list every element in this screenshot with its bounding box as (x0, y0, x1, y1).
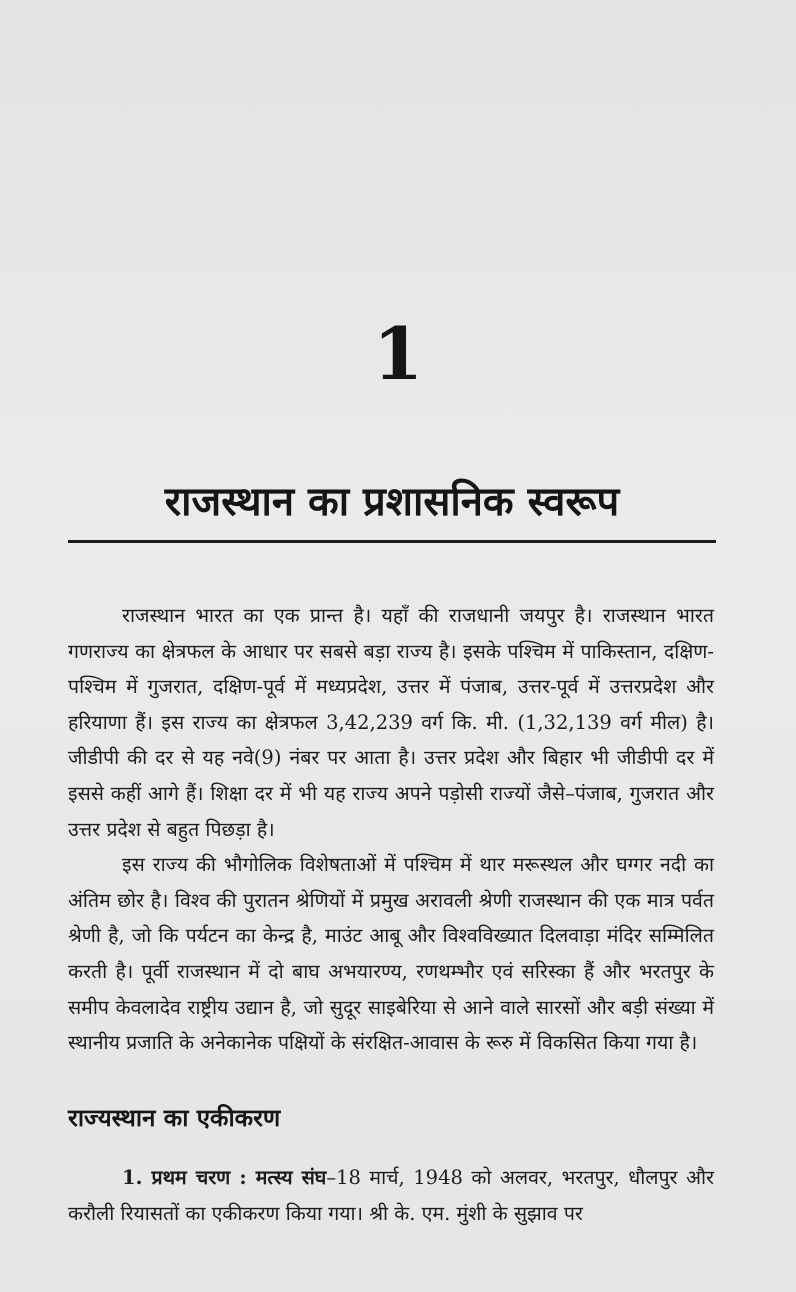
item-text: –18 मार्च, 1948 को अलवर, भरतपुर, धौलपुर और करौली रियासतों का एकीकरण किया गया। श्री के. एम. मुंशी के सुझाव पर (68, 1166, 714, 1225)
section-body (68, 1160, 714, 1231)
paragraph-geography: इस राज्य की भौगोलिक विशेषताओं में पश्चिम में थार मरूस्थल और घग्गर नदी का अंतिम छोर है। विश्व की पुरातन श्रेणियों में प्रमुख अरावली श्रेणी राजस्थान की एक मात्र पर्वत श्रेणी है, जो कि पर्यटन का केन्द्र है, माउंट आबू और विश्वविख्यात दिलवाड़ा मंदिर सम्मिलित करती है। पूर्वी राजस्थान में दो बाघ अभयारण्य, रणथम्भौर एवं सरिस्का हैं और भरतपुर के समीप केवलादेव राष्ट्रीय उद्यान है, जो सुदूर साइबेरिया से आने वाले सारसों और बड़ी संख्या में स्थानीय प्रजाति के अनेकानेक पक्षियों के संरक्षित-आवास के रूरु में विकसित किया गया है। (68, 853, 714, 1055)
title-underline (68, 540, 716, 543)
chapter-number: 1 (372, 311, 424, 396)
paragraph-intro: राजस्थान भारत का एक प्रान्त है। यहाँ की राजधानी जयपुर है। राजस्थान भारत गणराज्य का क्षेत्रफल के आधार पर सबसे बड़ा राज्य है। इसके पश्चिम में पाकिस्तान, दक्षिण-पश्चिम में गुजरात, दक्षिण-पूर्व में मध्यप्रदेश, उत्तर में पंजाब, उत्तर-पूर्व में उत्तरप्रदेश और हरियाणा हैं। इस राज्य का क्षेत्रफल 3,42,239 वर्ग कि. मी. (1,32,139 वर्ग मील) है। जीडीपी की दर से यह नवे(9) नंबर पर आता है। उत्तर प्रदेश और बिहार भी जीडीपी दर में इससे कहीं आगे हैं। शिक्षा दर में भी यह राज्य अपने पड़ोसी राज्यों जैसे–पंजाब, गुजरात और उत्तर प्रदेश से बहुत पिछड़ा है। (68, 604, 714, 841)
item-lead: 1. प्रथम चरण : मत्स्य संघ (122, 1166, 327, 1189)
list-item (68, 1160, 714, 1231)
chapter-title: राजस्थान का प्रशासनिक स्वरूप (164, 478, 620, 525)
section-heading: राज्यस्थान का एकीकरण (68, 1103, 281, 1132)
body-text (68, 598, 714, 1061)
